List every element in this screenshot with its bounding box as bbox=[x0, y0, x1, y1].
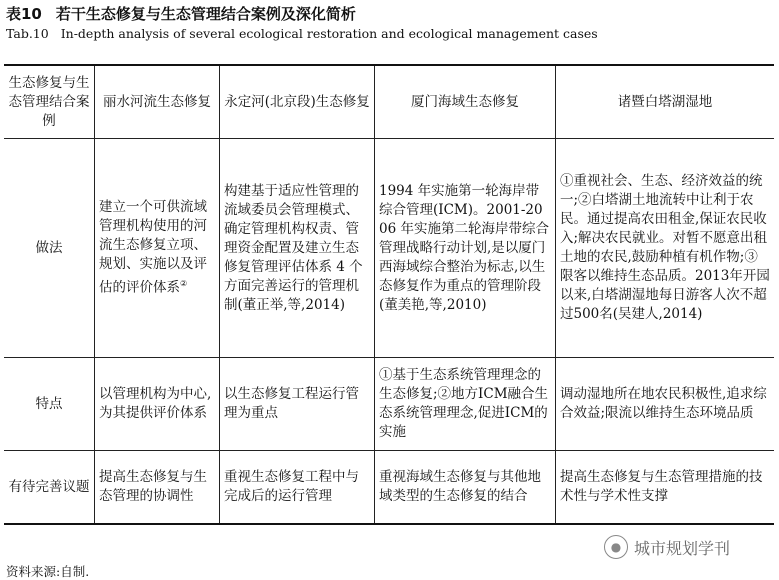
caption-en bbox=[6, 25, 598, 43]
cell-xiamen-issues: 重视海域生态修复与其他地域类型的生态修复的结合 bbox=[375, 451, 556, 525]
cell-yongding-features: 以生态修复工程运行管理为重点 bbox=[220, 358, 375, 451]
table-caption bbox=[6, 4, 598, 43]
cell-yongding-practice: 构建基于适应性管理的流域委员会管理模式、确定管理机构权责、管理资金配置及建立生态修复管理评估体系 4 个方面完善运行的管理机制(董正举,等,2014) bbox=[220, 139, 375, 358]
row-label-features: 特点 bbox=[4, 358, 95, 451]
cell-baitahu-issues: 提高生态修复与生态管理措施的技术性与学术性支撑 bbox=[556, 451, 775, 525]
caption-cn-title: 若干生态修复与生态管理结合案例及深化简析 bbox=[55, 5, 356, 23]
case-table bbox=[4, 64, 774, 525]
table-row bbox=[4, 451, 774, 525]
caption-en-number: Tab.10 bbox=[6, 26, 49, 41]
cell-lishui-features: 以管理机构为中心,为其提供评价体系 bbox=[95, 358, 220, 451]
cell-baitahu-practice: ①重视社会、生态、经济效益的统一;②白塔湖土地流转中让利于农民。通过提高农田租金,保证农民收入;解决农民就业。对暂不愿意出租土地的农民,鼓励种植有机作物;③限客以维持生态品质。2013年开园以来,白塔湖湿地每日游客人次不超过500名(吴建人,2014) bbox=[556, 139, 775, 358]
cell-baitahu-features: 调动湿地所在地农民积极性,追求综合效益;限流以维持生态环境品质 bbox=[556, 358, 775, 451]
header-cell-yongding: 永定河(北京段)生态修复 bbox=[220, 65, 375, 139]
row-label-practice: 做法 bbox=[4, 139, 95, 358]
cell-xiamen-practice: 1994 年实施第一轮海岸带综合管理(ICM)。2001-2006 年实施第二轮海岸带综合管理战略行动计划,是以厦门西海域综合整治为标志,以生态修复作为重点的管理阶段(董美艳,等,2010) bbox=[375, 139, 556, 358]
row-label-issues: 有待完善议题 bbox=[4, 451, 95, 525]
footnote-marker: ② bbox=[180, 279, 188, 289]
table-header-row bbox=[4, 65, 774, 139]
caption-cn bbox=[6, 4, 598, 24]
table-row bbox=[4, 139, 774, 358]
cell-text: 建立一个可供流域管理机构使用的河流生态修复立项、规划、实施以及评估的评价体系 bbox=[99, 199, 207, 296]
caption-en-title: In-depth analysis of several ecological restoration and ecological management cases bbox=[60, 26, 598, 41]
header-cell-lishui: 丽水河流生态修复 bbox=[95, 65, 220, 139]
header-cell-xiamen: 厦门海域生态修复 bbox=[375, 65, 556, 139]
wechat-icon: ● bbox=[604, 535, 628, 559]
cell-lishui-practice bbox=[95, 139, 220, 358]
watermark bbox=[604, 535, 730, 559]
source-note: 资料来源:自制. bbox=[6, 564, 90, 579]
cell-lishui-issues: 提高生态修复与生态管理的协调性 bbox=[95, 451, 220, 525]
header-cell-baitahu: 诸暨白塔湖湿地 bbox=[556, 65, 775, 139]
cell-yongding-issues: 重视生态修复工程中与完成后的运行管理 bbox=[220, 451, 375, 525]
table-row bbox=[4, 358, 774, 451]
watermark-text: 城市规划学刊 bbox=[634, 538, 731, 558]
header-cell-case: 生态修复与生态管理结合案例 bbox=[4, 65, 95, 139]
cell-xiamen-features: ①基于生态系统管理理念的生态修复;②地方ICM融合生态系统管理理念,促进ICM的实施 bbox=[375, 358, 556, 451]
caption-cn-number: 表10 bbox=[6, 5, 42, 23]
